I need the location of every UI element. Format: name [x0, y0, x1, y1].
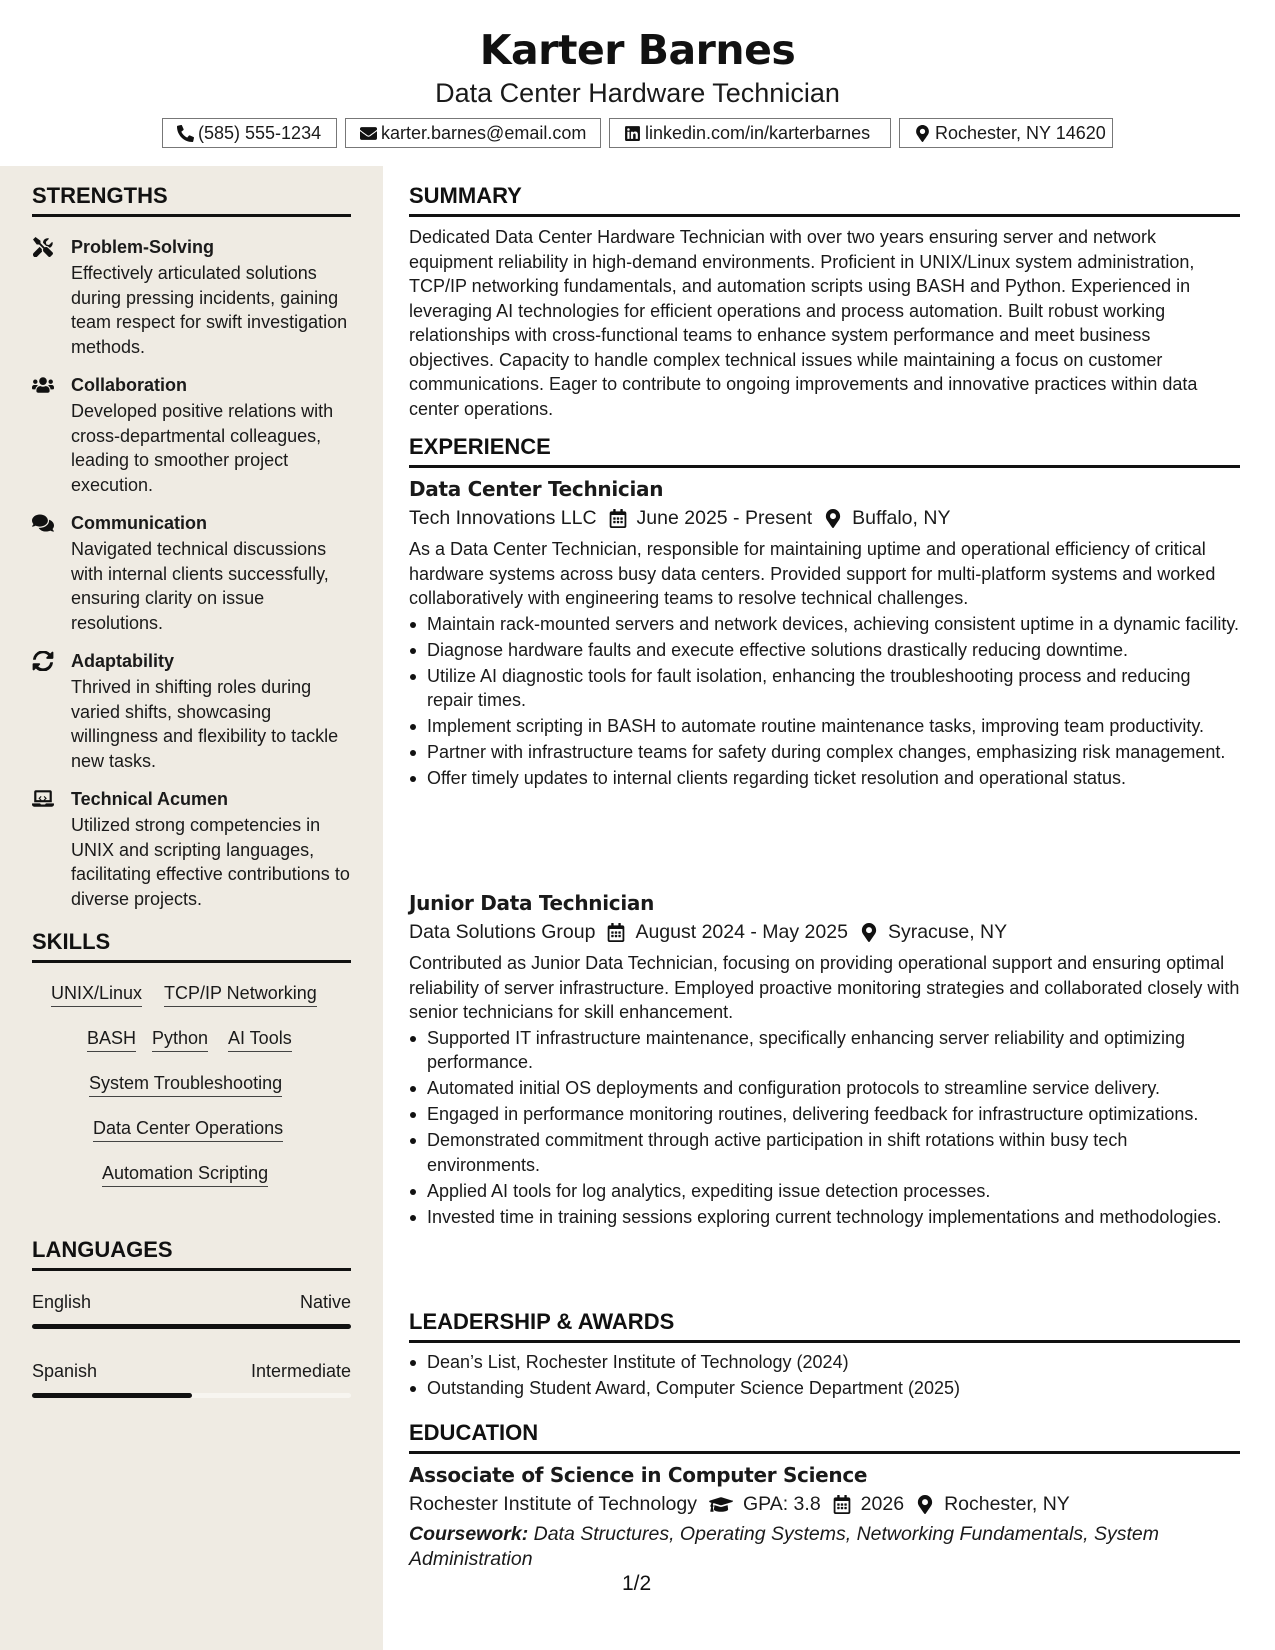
- strength-description: Developed positive relations with cross-departmental colleagues, leading to smoother project execution.: [71, 401, 334, 495]
- education-section: [409, 1420, 1240, 1571]
- strength-description: Navigated technical discussions with internal clients successfully, ensuring clarity on issue resolutions.: [71, 539, 329, 633]
- education-heading: EDUCATION: [409, 1420, 539, 1445]
- job-bullet: Supported IT infrastructure maintenance, specifically enhancing server reliability and optimizing performance.: [409, 1026, 1240, 1075]
- skill-tag: Automation Scripting: [102, 1161, 268, 1187]
- language-name: English: [32, 1292, 92, 1312]
- language-name: Spanish: [32, 1361, 98, 1381]
- contact-text: Rochester, NY 14620: [935, 122, 1106, 143]
- resume-header: [0, 0, 1275, 166]
- section-divider: [32, 214, 351, 217]
- strength-name: Communication: [71, 513, 208, 533]
- coursework: [409, 1522, 1240, 1571]
- job-bullets: [409, 612, 1240, 791]
- job-bullet: Offer timely updates to internal clients regarding ticket resolution and operational status.: [409, 766, 1240, 791]
- contact-phone[interactable]: [162, 118, 337, 148]
- job-bullet: Implement scripting in BASH to automate routine maintenance tasks, improving team productivity.: [409, 714, 1240, 739]
- skill-tag: BASH: [87, 1026, 136, 1052]
- award-item: Dean’s List, Rochester Institute of Technology (2024): [409, 1350, 1240, 1375]
- contact-location: [899, 118, 1113, 148]
- candidate-name: Karter Barnes: [479, 26, 796, 74]
- calendar-icon: [609, 509, 627, 528]
- experience-section: [409, 434, 1240, 792]
- section-divider: [32, 1268, 351, 1271]
- linkedin-icon: [624, 125, 641, 142]
- degree-title: Associate of Science in Computer Science: [409, 1463, 868, 1487]
- proficiency-bar: [32, 1324, 351, 1329]
- job-description: Contributed as Junior Data Technician, focusing on providing operational support and ensuring optimal reliability of server infrastructure. Employed proactive monitoring strategies and collaborated closely with senior technicians for skill enhancement.: [409, 953, 1240, 1022]
- contact-linkedin[interactable]: [609, 118, 891, 148]
- school-name: Rochester Institute of Technology: [409, 1493, 697, 1515]
- section-divider: [409, 214, 1240, 217]
- envelope-icon: [360, 125, 377, 142]
- strength-name: Technical Acumen: [71, 789, 229, 809]
- job-bullet: Demonstrated commitment through active participation in shift rotations within busy tech environments.: [409, 1128, 1240, 1177]
- tools-icon: [32, 237, 54, 257]
- school-location: Rochester, NY: [944, 1493, 1070, 1515]
- summary-section: [409, 183, 1240, 421]
- language-level: Intermediate: [250, 1361, 351, 1381]
- job-bullets: [409, 1026, 1240, 1230]
- strength-name: Adaptability: [71, 651, 175, 671]
- proficiency-fill: [32, 1324, 351, 1329]
- map-marker-icon: [914, 125, 931, 142]
- calendar-icon: [833, 1495, 851, 1514]
- map-marker-icon: [916, 1495, 934, 1514]
- skill-tag: Python: [152, 1026, 208, 1052]
- sidebar: [0, 166, 383, 1650]
- contact-text: (585) 555-1234: [198, 122, 322, 143]
- page-number: 1/2: [622, 1572, 652, 1595]
- strength-name: Problem-Solving: [71, 237, 215, 257]
- job-dates: August 2024 - May 2025: [635, 921, 848, 943]
- job-entry: [409, 890, 1240, 1231]
- education-meta: [409, 1491, 1240, 1517]
- job-company: Data Solutions Group: [409, 921, 596, 943]
- skill-tag: Data Center Operations: [93, 1116, 283, 1142]
- job-bullet: Applied AI tools for log analytics, expediting issue detection processes.: [409, 1179, 1240, 1204]
- job-entry: [409, 476, 1240, 791]
- strengths-heading: STRENGTHS: [32, 183, 168, 208]
- coursework-label: Coursework:: [409, 1523, 529, 1545]
- languages-section: [32, 1237, 351, 1397]
- award-item: Outstanding Student Award, Computer Science Department (2025): [409, 1376, 1240, 1401]
- job-location: Buffalo, NY: [852, 507, 951, 529]
- job-bullet: Invested time in training sessions exploring current technology implementations and methodologies.: [409, 1205, 1240, 1230]
- skill-tag: System Troubleshooting: [89, 1071, 282, 1097]
- phone-icon: [177, 125, 194, 142]
- award-list: [409, 1350, 1240, 1401]
- leadership-section: [409, 1309, 1240, 1402]
- section-divider: [409, 1451, 1240, 1454]
- laptop-code-icon: [32, 789, 54, 809]
- section-divider: [409, 1340, 1240, 1343]
- job-bullet: Maintain rack-mounted servers and network devices, achieving consistent uptime in a dynamic facility.: [409, 612, 1240, 637]
- languages-heading: LANGUAGES: [32, 1237, 173, 1262]
- job-dates: June 2025 - Present: [636, 507, 813, 529]
- graduation-cap-icon: [709, 1495, 733, 1514]
- skill-tag: AI Tools: [228, 1026, 292, 1052]
- job-bullet: Partner with infrastructure teams for safety during complex changes, emphasizing risk management.: [409, 740, 1240, 765]
- job-meta: [409, 505, 1240, 531]
- map-marker-icon: [824, 509, 842, 528]
- proficiency-bar: [32, 1393, 351, 1398]
- leadership-heading: LEADERSHIP & AWARDS: [409, 1309, 675, 1334]
- summary-text: Dedicated Data Center Hardware Technician with over two years ensuring server and network equipment reliability in high-demand environments. Proficient in UNIX/Linux system administration, TCP/IP networking fundamentals, and automation scripts using BASH and Python. Experienced in leveraging AI technologies for efficient operations and process automation. Built robust working relationships with cross-functional teams to enhance system performance and meet business objectives. Capacity to handle complex technical issues while maintaining a focus on customer communications. Eager to contribute to ongoing improvements and innovative practices within data center operations.: [409, 227, 1198, 419]
- comments-icon: [32, 513, 54, 533]
- section-divider: [409, 465, 1240, 468]
- job-title: Junior Data Technician: [409, 891, 655, 915]
- job-bullet: Engaged in performance monitoring routines, delivering feedback for infrastructure optimizations.: [409, 1102, 1240, 1127]
- sync-icon: [32, 651, 54, 671]
- candidate-title: Data Center Hardware Technician: [435, 78, 840, 108]
- job-bullet: Automated initial OS deployments and configuration protocols to streamline service delivery.: [409, 1076, 1240, 1101]
- job-bullet: Diagnose hardware faults and execute effective solutions drastically reducing downtime.: [409, 638, 1240, 663]
- job-company: Tech Innovations LLC: [409, 507, 597, 529]
- strength-name: Collaboration: [71, 375, 187, 395]
- gpa: GPA: 3.8: [742, 1493, 821, 1515]
- proficiency-fill: [32, 1393, 192, 1398]
- experience-heading: EXPERIENCE: [409, 434, 551, 459]
- contact-text: linkedin.com/in/karterbarnes: [645, 122, 871, 143]
- job-meta: [409, 919, 1240, 945]
- strengths-section: [32, 183, 351, 909]
- language-level: Native: [299, 1292, 351, 1312]
- map-marker-icon: [860, 923, 878, 942]
- calendar-icon: [607, 923, 625, 942]
- job-bullet: Utilize AI diagnostic tools for fault isolation, enhancing the troubleshooting process and reducing repair times.: [409, 664, 1240, 713]
- strength-description: Utilized strong competencies in UNIX and scripting languages, facilitating effective contributions to diverse projects.: [71, 815, 350, 909]
- strength-description: Effectively articulated solutions during pressing incidents, gaining team respect for swift investigation methods.: [71, 263, 348, 357]
- contact-email[interactable]: [345, 118, 601, 148]
- skill-tag: UNIX/Linux: [51, 981, 142, 1007]
- section-divider: [32, 960, 351, 963]
- skill-tag: TCP/IP Networking: [164, 981, 317, 1007]
- job-description: As a Data Center Technician, responsible for maintaining uptime and operational efficiency of critical hardware systems across busy data centers. Provided support for multi-platform systems and worked collaboratively with engineering teams to resolve technical challenges.: [409, 539, 1216, 608]
- users-icon: [32, 375, 54, 395]
- skills-heading: SKILLS: [32, 929, 111, 954]
- contact-bar: [0, 118, 1275, 148]
- job-location: Syracuse, NY: [887, 921, 1008, 943]
- summary-heading: SUMMARY: [409, 183, 522, 208]
- coursework-list: Data Structures, Operating Systems, Networking Fundamentals, System Administration: [409, 1523, 1159, 1570]
- job-title: Data Center Technician: [409, 477, 664, 501]
- skills-section: [32, 929, 351, 1189]
- graduation-year: 2026: [860, 1493, 905, 1515]
- strength-description: Thrived in shifting roles during varied shifts, showcasing willingness and flexibility to tackle new tasks.: [71, 677, 339, 771]
- contact-text: karter.barnes@email.com: [381, 122, 587, 143]
